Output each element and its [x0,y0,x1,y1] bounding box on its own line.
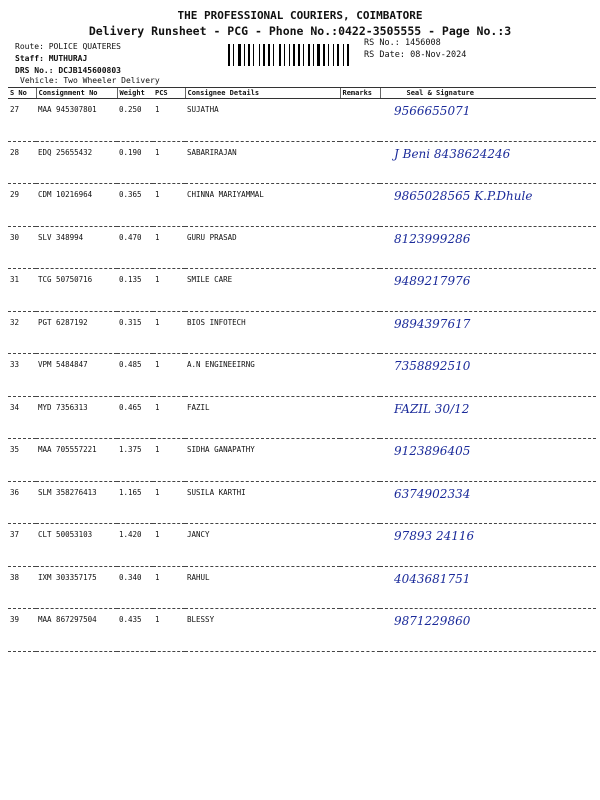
cell-signature [380,439,596,482]
drs-label: DRS No.: [15,66,54,75]
cell-pcs: 1 [153,566,185,609]
barcode-bar [303,44,304,66]
barcode-bar [328,44,329,66]
barcode-bar [248,44,250,66]
barcode-bar [293,44,296,66]
cell-weight: 0.315 [117,311,153,354]
cell-pcs: 1 [153,396,185,439]
cell-remarks [340,566,380,609]
company-name: THE PROFESSIONAL COURIERS, COIMBATORE [177,9,423,22]
vehicle-label: Vehicle: [20,76,59,85]
barcode-bar [347,44,349,66]
cell-weight: 0.190 [117,141,153,184]
cell-weight: 0.340 [117,566,153,609]
barcode-bar [326,44,327,66]
cell-consignment: IXM 303357175 [36,566,117,609]
vehicle-line [20,76,160,85]
barcode-bar [315,44,316,66]
cell-sno: 37 [8,524,36,567]
rs-date-line [364,50,466,60]
cell-signature [380,226,596,269]
cell-weight: 0.470 [117,226,153,269]
table-row [8,99,596,142]
table-row [8,311,596,354]
table-row [8,396,596,439]
table-row [8,524,596,567]
cell-pcs: 1 [153,439,185,482]
cell-remarks [340,269,380,312]
cell-remarks [340,396,380,439]
barcode-bar [298,44,300,66]
cell-consignee: FAZIL [185,396,340,439]
barcode-bar [286,44,288,66]
rs-no-label: RS No.: [364,38,400,48]
rs-date-label: RS Date: [364,50,405,60]
cell-pcs: 1 [153,99,185,142]
cell-weight: 0.485 [117,354,153,397]
drs-line [15,66,121,75]
cell-consignment: MYD 7356313 [36,396,117,439]
barcode-bar [313,44,314,66]
cell-consignment: EDQ 25655432 [36,141,117,184]
cell-signature [380,311,596,354]
barcode-bar [275,44,278,66]
barcode-bar [233,44,234,66]
cell-consignment: SLM 358276413 [36,481,117,524]
cell-signature [380,269,596,312]
col-consignment: Consignment No [36,88,117,99]
cell-signature [380,481,596,524]
cell-remarks [340,524,380,567]
barcode-bar [323,44,325,66]
cell-sno: 38 [8,566,36,609]
cell-weight: 0.465 [117,396,153,439]
barcode [228,44,352,66]
barcode-bar [259,44,260,66]
cell-signature [380,524,596,567]
barcode-bar [246,44,247,66]
cell-remarks [340,226,380,269]
cell-weight: 0.250 [117,99,153,142]
cell-consignment: MAA 867297504 [36,609,117,652]
barcode-bar [266,44,267,66]
cell-sno: 34 [8,396,36,439]
table-row [8,184,596,227]
rs-no-value: 1456008 [404,38,441,48]
barcode-bar [340,44,343,66]
cell-consignee: BLESSY [185,609,340,652]
barcode-bar [345,44,346,66]
barcode-bar [317,44,320,66]
cell-consignee: GURU PRASAD [185,226,340,269]
handwritten-signature: 9123896405 [394,444,471,458]
handwritten-signature: 9489217976 [394,274,471,288]
cell-signature [380,396,596,439]
cell-consignee: CHINNA MARIYAMMAL [185,184,340,227]
cell-remarks [340,311,380,354]
cell-pcs: 1 [153,524,185,567]
cell-remarks [340,184,380,227]
cell-remarks [340,481,380,524]
barcode-bar [235,44,237,66]
barcode-bar [261,44,262,66]
cell-pcs: 1 [153,269,185,312]
handwritten-signature: 8123999286 [394,231,471,246]
cell-weight: 1.165 [117,481,153,524]
cell-sno: 35 [8,439,36,482]
cell-weight: 0.135 [117,269,153,312]
cell-remarks [340,439,380,482]
barcode-bar [282,44,283,66]
barcode-bar [335,44,336,66]
cell-sno: 29 [8,184,36,227]
col-sno: S No [8,88,36,99]
cell-consignment: SLV 348994 [36,226,117,269]
cell-weight: 1.420 [117,524,153,567]
barcode-bar [305,44,307,66]
barcode-bar [228,44,230,66]
cell-sno: 36 [8,481,36,524]
barcode-bar [296,44,297,66]
barcode-bar [284,44,285,66]
route-label: Route: [15,42,44,51]
cell-pcs: 1 [153,609,185,652]
cell-sno: 33 [8,354,36,397]
col-remarks: Remarks [340,88,380,99]
cell-consignee: JANCY [185,524,340,567]
barcode-bar [291,44,292,66]
barcode-bar [238,44,241,66]
barcode-bar [263,44,265,66]
col-weight: Weight [117,88,153,99]
cell-pcs: 1 [153,354,185,397]
handwritten-signature: J Beni 8438624246 [394,146,511,161]
handwritten-signature: 4043681751 [394,571,471,586]
cell-remarks [340,354,380,397]
barcode-bar [273,44,274,66]
cell-consignee: RAHUL [185,566,340,609]
handwritten-signature: 9865028565 K.P.Dhule [394,189,533,203]
staff-value: MUTHURAJ [48,54,88,63]
barcode-bar [253,44,254,66]
cell-sno: 39 [8,609,36,652]
cell-sno: 27 [8,99,36,142]
table-row [8,354,596,397]
cell-pcs: 1 [153,481,185,524]
cell-pcs: 1 [153,141,185,184]
cell-consignee: A.N ENGINEEIRNG [185,354,340,397]
col-consignee: Consignee Details [185,88,340,99]
table-row [8,226,596,269]
handwritten-signature: 7358892510 [394,359,471,373]
cell-consignee: SMILE CARE [185,269,340,312]
barcode-bar [251,44,253,66]
barcode-bar [271,44,272,66]
table-row [8,269,596,312]
handwritten-signature: 9871229860 [394,614,471,628]
barcode-bar [231,44,232,66]
barcode-bar [333,44,334,66]
cell-weight: 0.365 [117,184,153,227]
handwritten-signature: 97893 24116 [394,529,475,543]
table-row [8,481,596,524]
cell-signature [380,99,596,142]
cell-remarks [340,609,380,652]
barcode-bar [279,44,281,66]
route-line [15,42,121,51]
runsheet-title: Delivery Runsheet - PCG - Phone No.:0422-3505555 - Page No.:3 [88,24,512,38]
cell-signature [380,184,596,227]
cell-sno: 30 [8,226,36,269]
table-header [8,88,596,99]
cell-consignment: PGT 6287192 [36,311,117,354]
cell-consignee: SUJATHA [185,99,340,142]
table-row [8,439,596,482]
barcode-bar [311,44,312,66]
cell-remarks [340,99,380,142]
cell-sno: 32 [8,311,36,354]
rs-date-value: 08-Nov-2024 [410,50,467,60]
barcode-bar [337,44,339,66]
cell-consignment: VPM 5484847 [36,354,117,397]
staff-label: Staff: [15,54,44,63]
handwritten-signature: FAZIL 30/12 [394,401,470,416]
barcode-bar [242,44,243,66]
barcode-bar [350,44,351,66]
cell-signature [380,141,596,184]
cell-weight: 1.375 [117,439,153,482]
handwritten-signature: 6374902334 [394,486,471,501]
cell-remarks [340,141,380,184]
barcode-bar [330,44,332,66]
col-pcs: PCS [153,88,185,99]
barcode-bar [268,44,270,66]
cell-consignment: MAA 945307801 [36,99,117,142]
cell-consignment: CDM 10216964 [36,184,117,227]
staff-line [15,54,87,63]
cell-consignment: MAA 705557221 [36,439,117,482]
barcode-bar [244,44,245,66]
col-signature: Seal & Signature [380,88,596,99]
runsheet-table [8,87,596,652]
cell-signature [380,354,596,397]
handwritten-signature: 9894397617 [394,316,471,331]
cell-weight: 0.435 [117,609,153,652]
barcode-bar [308,44,310,66]
vehicle-value: Two Wheeler Delivery [63,76,160,85]
cell-signature [380,609,596,652]
route-value: POLICE QUATERES [48,42,121,51]
table-row [8,609,596,652]
barcode-bar [321,44,322,66]
barcode-bar [343,44,344,66]
cell-consignee: SABARIRAJAN [185,141,340,184]
table-row [8,141,596,184]
cell-signature [380,566,596,609]
cell-consignee: SUSILA KARTHI [185,481,340,524]
cell-sno: 31 [8,269,36,312]
cell-consignee: BIOS INFOTECH [185,311,340,354]
rs-no-line [364,38,441,48]
barcode-bar [289,44,290,66]
drs-value: DCJB145600803 [58,66,121,75]
cell-consignment: CLT 50053103 [36,524,117,567]
cell-consignment: TCG 50750716 [36,269,117,312]
cell-sno: 28 [8,141,36,184]
cell-pcs: 1 [153,226,185,269]
barcode-bar [301,44,302,66]
cell-pcs: 1 [153,184,185,227]
cell-consignee: SIDHA GANAPATHY [185,439,340,482]
cell-pcs: 1 [153,311,185,354]
handwritten-signature: 9566655071 [394,104,471,118]
table-row [8,566,596,609]
barcode-bar [255,44,258,66]
